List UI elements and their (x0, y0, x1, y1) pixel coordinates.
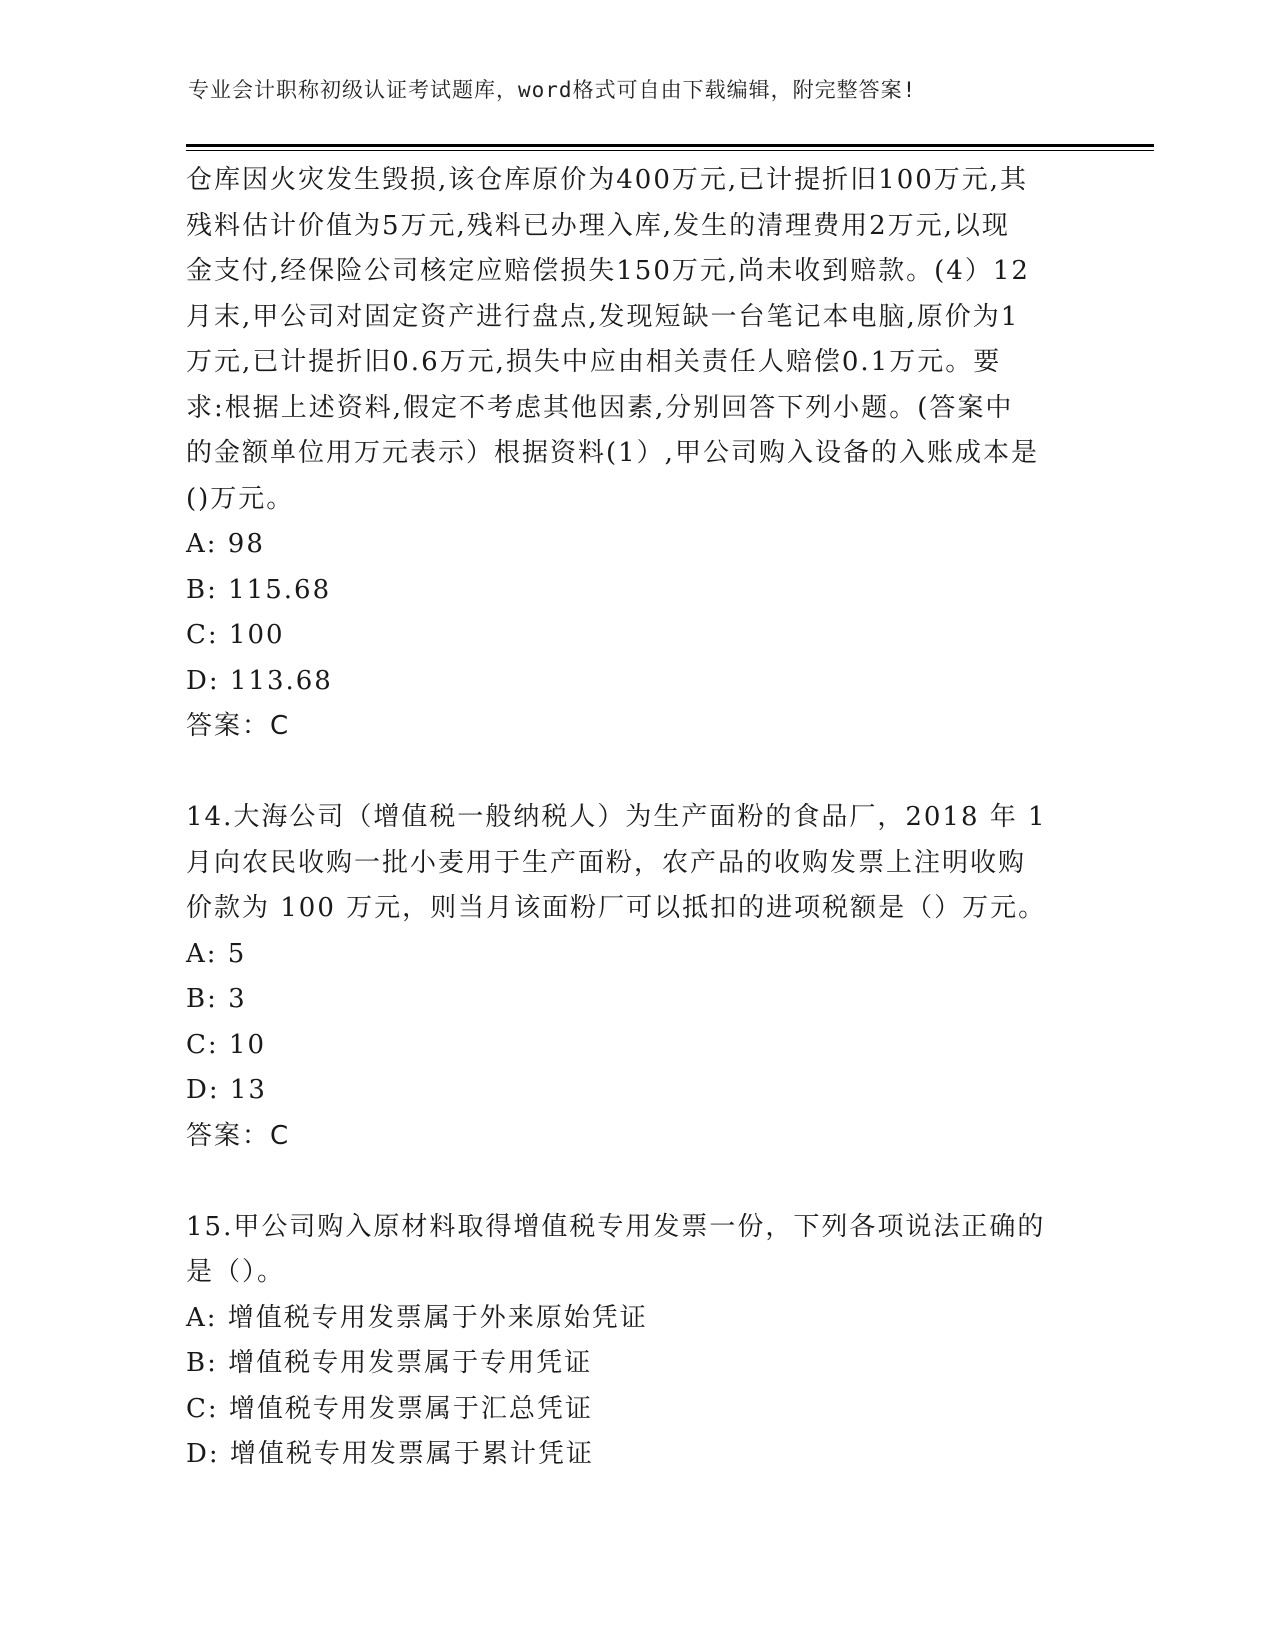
question-15 (186, 1205, 1086, 1478)
question-text-line: 万元,已计提折旧0.6万元,损失中应由相关责任人赔偿0.1万元。要 (186, 347, 1002, 377)
option-d: D: 113.68 (186, 665, 333, 696)
option-b: B: 增值税专用发票属于专用凭证 (186, 1348, 593, 1378)
question-text-line: 的金额单位用万元表示）根据资料(1）,甲公司购入设备的入账成本是 (186, 438, 1039, 468)
option-c: C: 10 (186, 1029, 267, 1060)
spacer (186, 1159, 1086, 1205)
question-text-line: 仓库因火灾发生毁损,该仓库原价为400万元,已计提折旧100万元,其 (186, 165, 1029, 195)
question-text-line: 14.大海公司（增值税一般纳税人）为生产面粉的食品厂，2018 年 1 (186, 802, 1047, 832)
question-13 (186, 158, 1086, 750)
question-text-line: 月向农民收购一批小麦用于生产面粉，农产品的收购发票上注明收购 (186, 847, 1027, 878)
page-header: 专业会计职称初级认证考试题库，word格式可自由下载编辑，附完整答案! (188, 78, 917, 102)
spacer (186, 750, 1086, 796)
answer-text: 答案：C (186, 1120, 291, 1151)
option-a: A: 增值税专用发票属于外来原始凭证 (186, 1302, 648, 1333)
question-text-line: 金支付,经保险公司核定应赔偿损失150万元,尚未收到赔款。(4）12 (186, 256, 1030, 286)
question-text-line: 求:根据上述资料,假定不考虑其他因素,分别回答下列小题。(答案中 (186, 392, 1014, 423)
question-14 (186, 795, 1086, 1159)
option-d: D: 13 (186, 1075, 267, 1105)
header-divider-thin (186, 150, 1154, 151)
option-d: D: 增值税专用发票属于累计凭证 (186, 1439, 594, 1469)
question-text-line: 是（）。 (186, 1257, 286, 1287)
option-a: A: 5 (186, 938, 247, 969)
question-text-line: 价款为 100 万元，则当月该面粉厂可以抵扣的进项税额是（）万元。 (186, 893, 1047, 923)
question-text-line: 残料估计价值为5万元,残料已办理入库,发生的清理费用2万元,以现 (186, 210, 1010, 241)
document-body (186, 158, 1086, 1478)
option-c: C: 100 (186, 620, 285, 650)
option-c: C: 增值税专用发票属于汇总凭证 (186, 1393, 593, 1424)
header-divider-thick (186, 144, 1154, 147)
option-b: B: 3 (186, 984, 247, 1014)
question-text-line: 15.甲公司购入原材料取得增值税专用发票一份，下列各项说法正确的 (186, 1211, 1046, 1242)
option-b: B: 115.68 (186, 574, 332, 605)
option-a: A: 98 (186, 529, 265, 559)
answer-text: 答案：C (186, 711, 291, 741)
question-text-line: 月末,甲公司对固定资产进行盘点,发现短缺一台笔记本电脑,原价为1 (186, 301, 1020, 332)
question-text-line: ()万元。 (186, 483, 295, 514)
